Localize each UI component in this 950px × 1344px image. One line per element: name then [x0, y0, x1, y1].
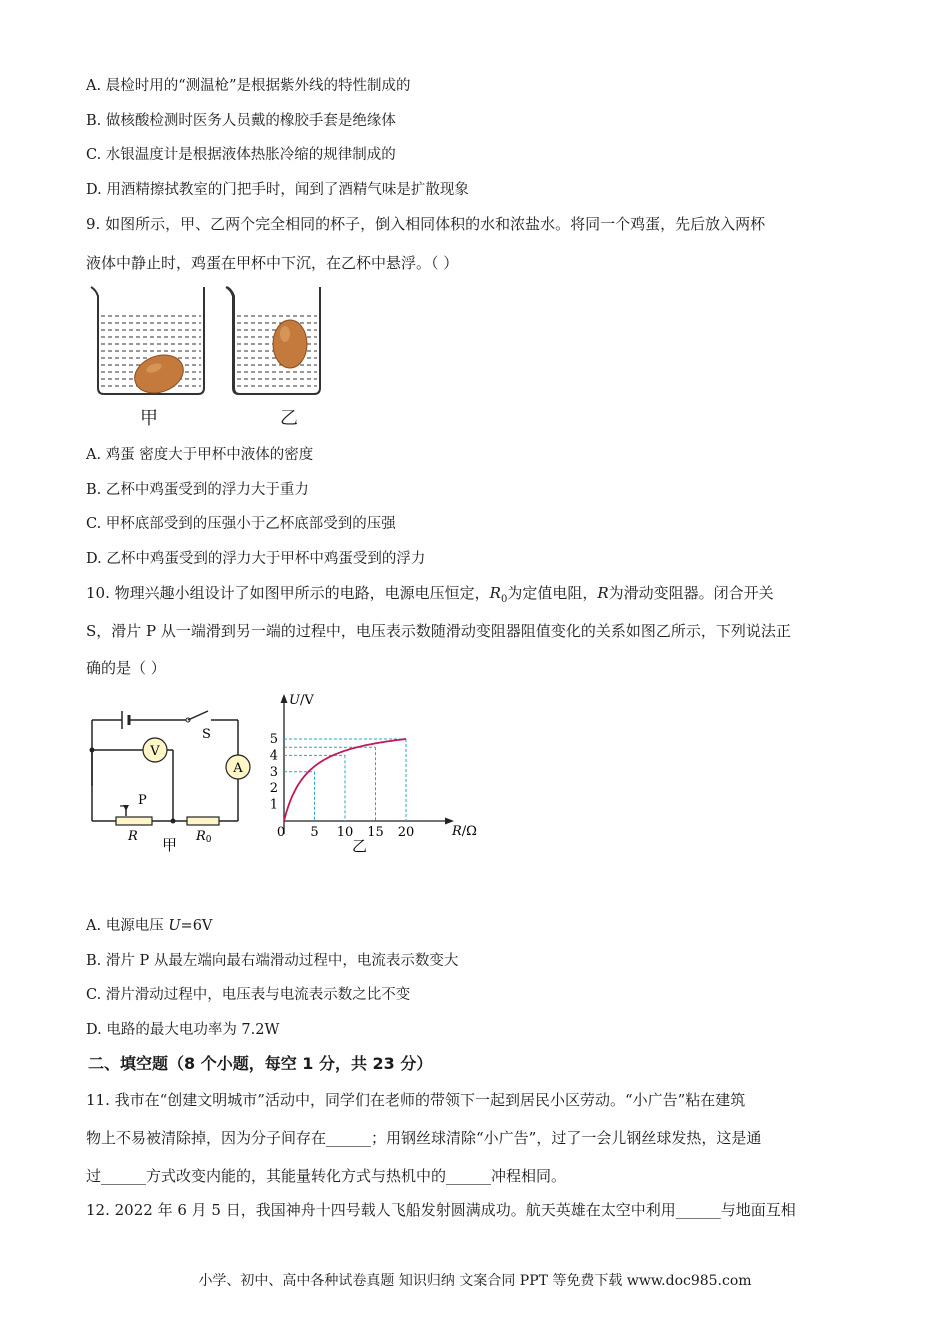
fixed-resistor-icon [187, 817, 219, 845]
q9-option-d: D. 乙杯中鸡蛋受到的浮力大于甲杯中鸡蛋受到的浮力 [86, 551, 426, 567]
x-tick-label-0: 0 [276, 825, 286, 840]
voltmeter-label: V [150, 744, 160, 759]
y-tick-label-2: 2 [269, 781, 278, 797]
q10-option-b: B. 滑片 P 从最左端向最右端滑动过程中，电流表示数变大 [86, 953, 459, 969]
y-axis-label: U/V [289, 693, 314, 708]
beaker-label-yi: 乙 [280, 408, 298, 429]
q10-stem-text-b: 为定值电阻， [507, 584, 598, 602]
circuit-left-wire [80, 700, 120, 860]
q10-stem-line3: 确的是（ ） [86, 659, 166, 677]
q10-stem-text-a: 10. 物理兴趣小组设计了如图甲所示的电路，电源电压恒定， [86, 584, 490, 602]
beaker-label-jia: 甲 [140, 408, 158, 429]
q10-stem-r0: R [489, 584, 501, 602]
q9-option-b: B. 乙杯中鸡蛋受到的浮力大于重力 [86, 482, 309, 498]
beaker-left [91, 287, 204, 399]
slider-label: P [138, 793, 147, 808]
q8-option-a: A. 晨检时用的“测温枪”是根据紫外线的特性制成的 [86, 78, 411, 94]
q10-stem-text-c: 为滑动变阻器。闭合开关 [608, 584, 774, 602]
q8-option-b: B. 做核酸检测时医务人员戴的橡胶手套是绝缘体 [86, 113, 396, 129]
q10-stem-line2: S，滑片 P 从一端滑到另一端的过程中，电压表示数随滑动变阻器阻值变化的关系如图乙所示，下列说法正 [86, 622, 791, 640]
x-tick-label-15: 15 [367, 825, 384, 840]
ammeter-label: A [233, 761, 243, 776]
rheostat-label: R [128, 829, 138, 844]
q10-stem-line1 [86, 583, 774, 610]
page-footer: 小学、初中、高中各种试卷真题 知识归纳 文案合同 PPT 等免费下载 www.doc985.com [198, 1273, 752, 1289]
q11-line1: 11. 我市在“创建文明城市”活动中，同学们在老师的带领下一起到居民小区劳动。“小广告”粘在建筑 [86, 1091, 746, 1109]
x-axis-label: R/Ω [452, 824, 477, 839]
battery-icon [122, 711, 129, 729]
circuit-caption: 甲 [162, 836, 178, 854]
q10-stem-r0-sub: 0 [500, 594, 508, 605]
beaker-right-figure [222, 282, 322, 402]
voltmeter-icon [143, 738, 167, 762]
q12-line1: 12. 2022 年 6 月 5 日，我国神舟十四号载人飞船发射圆满成功。航天英雄在太空中利用______与地面互相 [86, 1201, 796, 1219]
u-r-graph [262, 686, 492, 856]
q10-option-a-value: =6V [180, 918, 213, 934]
y-tick-label-3: 3 [269, 764, 278, 780]
q9-option-a: A. 鸡蛋 密度大于甲杯中液体的密度 [86, 447, 314, 463]
q11-line3: 过______方式改变内能的，其能量转化方式与热机中的______冲程相同。 [86, 1167, 567, 1185]
egg-sunk [129, 349, 188, 400]
q9-stem-line1: 9. 如图所示，甲、乙两个完全相同的杯子，倒入相同体积的水和浓盐水。将同一个鸡蛋，先后放入两杯 [86, 215, 766, 233]
ammeter-icon [226, 755, 250, 779]
q8-option-c: C. 水银温度计是根据液体热胀冷缩的规律制成的 [86, 147, 396, 163]
fixed-resistor-label: R0 [196, 829, 212, 845]
x-tick-label-20: 20 [397, 825, 415, 840]
y-tick-label-1: 1 [269, 797, 278, 813]
q10-option-a-var: U [168, 918, 181, 934]
y-tick-label-4: 4 [269, 748, 278, 764]
switch-icon [186, 711, 211, 742]
egg-suspended [273, 320, 307, 368]
x-tick-label-10: 10 [336, 825, 354, 840]
x-tick-label-5: 5 [310, 825, 319, 840]
q8-option-d: D. 用酒精擦拭教室的门把手时，闻到了酒精气味是扩散现象 [86, 182, 469, 198]
section-heading: 二、填空题（8 个小题，每空 1 分，共 23 分） [88, 1054, 433, 1073]
q11-line2: 物上不易被清除掉，因为分子间存在______；用钢丝球清除“小广告”，过了一会儿钢丝球发热，这是通 [86, 1129, 762, 1147]
graph-caption: 乙 [352, 837, 368, 855]
q10-option-c: C. 滑片滑动过程中，电压表与电流表示数之比不变 [86, 987, 411, 1003]
q10-option-a-text: A. 电源电压 [86, 918, 169, 934]
q9-stem-line2: 液体中静止时，鸡蛋在甲杯中下沉，在乙杯中悬浮。（ ） [86, 254, 459, 272]
u-r-curve [284, 739, 406, 821]
q9-option-c: C. 甲杯底部受到的压强小于乙杯底部受到的压强 [86, 516, 396, 532]
q10-option-a [86, 916, 212, 936]
q10-option-d: D. 电路的最大电功率为 7.2W [86, 1022, 280, 1038]
y-tick-label-5: 5 [269, 732, 278, 747]
switch-label: S [202, 727, 211, 742]
q10-stem-r: R [597, 584, 609, 602]
